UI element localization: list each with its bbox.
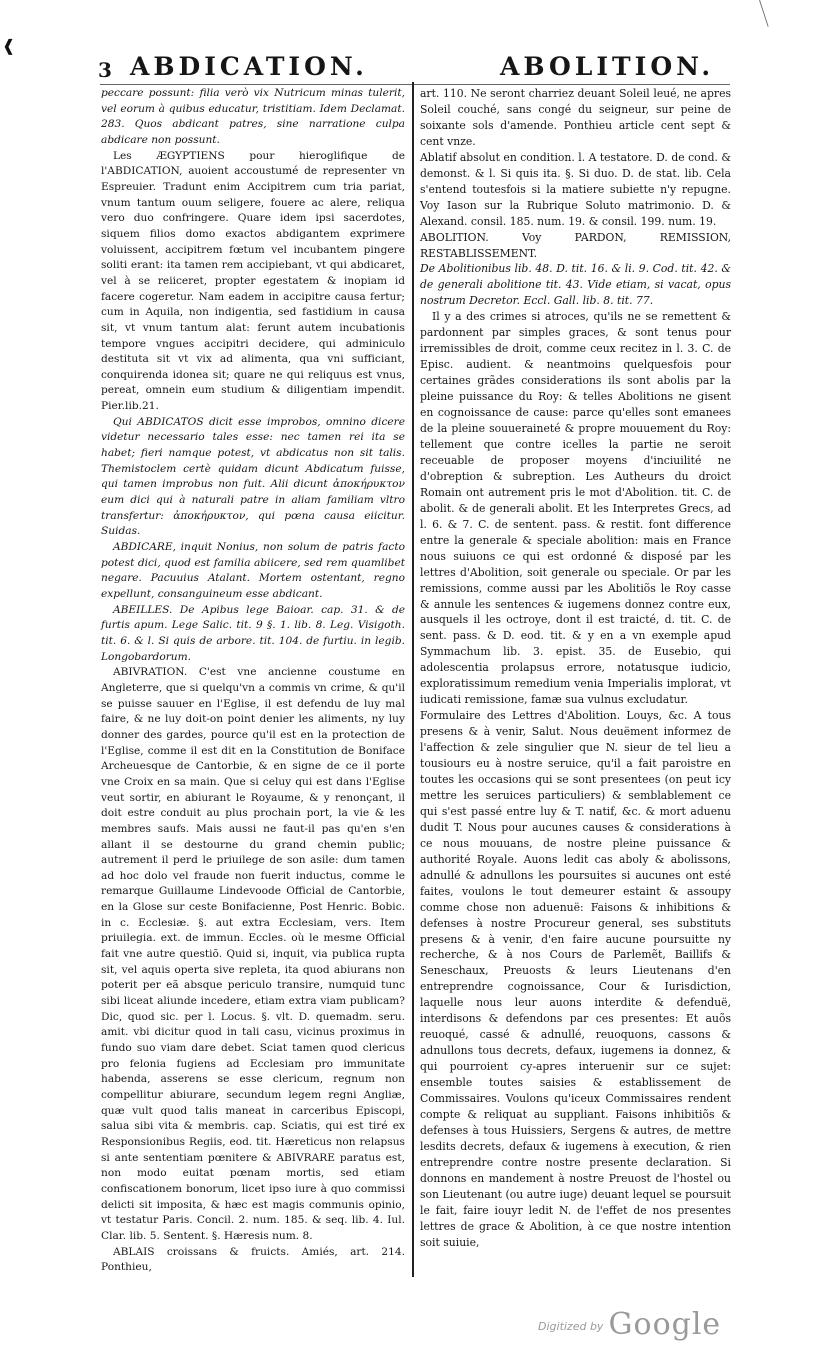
left-column [101, 86, 405, 1276]
paragraph: art. 110. Ne seront charriez deuant Soleil leué, ne apres Soleil couché, sans congé du seigneur, sur peine de soixante sols d'amende. Ponthieu article cent sept & cent vnze. [420, 87, 731, 148]
right-column [420, 86, 731, 1251]
digitized-watermark [538, 1307, 721, 1342]
margin-bracket-mark: ❰ [2, 36, 16, 55]
paragraph: ABLAIS croissans & fruicts. Amiés, art. 214. Ponthieu, [101, 1245, 405, 1274]
running-head-left: ABDICATION. [130, 52, 368, 81]
paragraph: ABOLITION. Voy PARDON, REMISSION, RESTABLISSEMENT. [420, 230, 731, 260]
paragraph: Formulaire des Lettres d'Abolition. Louys, &c. A tous presens & à venir, Salut. Nous deuëment informez de l'affection & zele singulier que N. sieur de tel lieu a tousiours eu à nostre seruice, qu'il a fait paroistre en toutes les occasions qui se sont presentees (on peut icy mettre les seruices particuliers) & semblablement ce qui s'est passé entre luy & T. natif, &c. & mort aduenu dudit T. Nous pour aucunes causes & considerations à ce nous mouuans, de nostre pleine puissance & authorité Royale. Auons ledit cas aboly & abolissons, adnullé & adnullons les poursuites si aucunes ont esté faites, voulons le tout demeurer estaint & assoupy comme chose non aduenuë: Faisons & inhibitions & defenses à nostre Procureur general, ses substituts presens & à venir, d'en faire aucune poursuitte ny recherche, & à nos Cours de Parlemẽt, Baillifs & Seneschaux, Preuosts & leurs Lieutenans d'en entreprendre cognoissance, Cour & Iurisdiction, laquelle nous leur auons interdite & defenduë, interdisons & defendons par ces presentes: Et auõs reuoqué, cassé & adnullé, reuoquons, cassons & adnullons tous decrets, defaux, iugemens ia donnez, & qui pourroient cy-apres interuenir sur ce sujet: ensemble toutes saisies & establissement de Commissaires. Voulons qu'iceux Commissaires rendent compte & reliquat au suppliant. Faisons inhibitiõs & defenses à tous Huissiers, Sergens & autres, de mettre lesdits decrets, defaux & iugemens à execution, & rien entreprendre contre nostre presente declaration. Si donnons en mandement à nostre Preuost de l'hostel ou son Lieutenant (ou autre iuge) deuant lequel se poursuit le fait, faire iouyr ledit N. de l'effet de nos presentes lettres de grace & Abolition, à ce que nostre intention soit suiuie, [420, 709, 731, 1249]
page-fold-line [759, 0, 769, 27]
google-logo: Google [608, 1307, 722, 1342]
paragraph: Qui ABDICATOS dicit esse improbos, omnino dicere videtur necessario tales esse: nec tamen rei ita se habet; fieri namque potest, vt abdicatus non sit talis. Themistoclem certè quidam dicunt Abdicatum fuisse, qui tamen improbus non fuit. Alii dicunt ἀποκήρυκτον eum dici qui à naturali patre in aliam familiam vltro transfertur: ἀποκήρυκτον, qui pœna causa eiicitur. Suidas. [101, 415, 405, 538]
header-rule [100, 84, 730, 85]
paragraph: Ablatif absolut en condition. l. A testatore. D. de cond. & demonst. & l. Si quis ita. §. Si duo. D. de stat. lib. Cela s'entend toutesfois si la matiere subiette n'y repugne. Voy Iason sur la Rubrique Soluto matrimonio. D. & Alexand. consil. 185. num. 19. & consil. 199. num. 19. [420, 150, 731, 228]
paragraph: Il y a des crimes si atroces, qu'ils ne se remettent & pardonnent par simples graces, & sont tenus pour irremissibles de droit, comme ceux recitez in l. 3. C. de Episc. audient. & neantmoins quelquesfois pour certaines grãdes considerations ils sont abolis par la pleine puissance du Roy: & telles Abolitions ne gisent en cognoissance de cause: parce qu'elles sont emanees de la pleine souueraineté & propre mouuement du Roy: tellement que contre icelles la partie ne seroit receuable de proposer moyens d'inciuilité ne d'obreption & subreption. Les Autheurs du droict Romain ont autrement pris le mot d'Abolition. tit. C. de abolit. & de generali abolit. Et les Interpretes Grecs, ad l. 6. & 7. C. de sentent. pass. & restit. font difference entre la generale & speciale abolition: mais en France nous suiuons ce qui est ordonné & disposé par les lettres d'Abolition, soit generale ou speciale. Or par les remissions, comme aussi par les Abolitiõs le Roy casse & annule les sentences & iugemens donnez contre eux, ausquels il les octroye, dont il est traicté, d. tit. C. de sent. pass. & D. eod. tit. & y en a vn exemple apud Symmachum lib. 3. epist. 35. de Eusebio, qui adolescentia prolapsus errore, notatusque iudicio, exploratissimum remedium venia Imperialis implorat, vt iudicati remissione, famæ sua vulnus excludatur. [420, 310, 731, 707]
page-number: 3 [98, 58, 112, 82]
paragraph: ABEILLES. De Apibus lege Baioar. cap. 31. & de furtis apum. Lege Salic. tit. 9 §. 1. lib. 8. Leg. Visigoth. tit. 6. & l. Si quis de arbore. tit. 104. de furtiu. in legib. Longobardorum. [101, 603, 405, 663]
paragraph: De Abolitionibus lib. 48. D. tit. 16. & li. 9. Cod. tit. 42. & de generali abolitione tit. 43. Vide etiam, si vacat, opus nostrum Decretor. Eccl. Gall. lib. 8. tit. 77. [420, 262, 731, 308]
paragraph: peccare possunt: filia verò vix Nutricum minas tulerit, vel eorum à quibus educatur, tristitiam. Idem Declamat. 283. Quos abdicant patres, sine narratione culpa abdicare non possunt. [101, 87, 405, 146]
column-divider [412, 82, 414, 1277]
paragraph: ABDICARE, inquit Nonius, non solum de patris facto potest dici, quod est familia abiicere, sed rem quamlibet negare. Pacuuius Atalant. Mortem ostentant, regno expellunt, consanguineum esse abdicant. [101, 541, 405, 600]
watermark-prefix: Digitized by [538, 1320, 604, 1333]
paragraph: Les ÆGYPTIENS pour hieroglifique de l'ABDICATION, auoient accoustumé de representer vn Espreuier. Tradunt enim Accipitrem cum tria pariat, vnum tantum ouum seligere, fouere ac alere, reliqua vero duo confringere. Quare idem ipsi sacerdotes, siquem filios domo exactos abdigantem exprimere voluissent, accipitrem fœtum vel incubantem pingere soliti erant: ita tamen rem accipiebant, vt qui abdicaret, vel à se reiiceret, propter egestatem & inopiam id facere cogeretur. Nam eadem in accipitre causa fertur; cum in Aquila, non indigentia, sed fastidium in causa sit, vt vnum tantum alat: ferunt autem incubationis tempore vngues accipitri decidere, qui adminiculo destituta sit vt vix ad alimenta, qua vni sufficiant, conquirenda idonea sit; quare ne qui reliquus est vnus, pereat, omnein eum studium & diligentiam impendit. Pier.lib.21. [101, 149, 405, 413]
running-head-right: ABOLITION. [500, 52, 715, 81]
paragraph: ABIVRATION. C'est vne ancienne coustume en Angleterre, que si quelqu'vn a commis vn crime, & qu'il se puisse sauuer en l'Eglise, il est defendu de luy mal faire, & ne luy doit-on point denier les aliments, ny luy donner des gardes, pource qu'il est en la protection de l'Eglise, comme il est dit en la Constitution de Boniface Archeuesque de Cantorbie, & en signe de ce il porte vne Croix en sa main. Que si celuy qui est dans l'Eglise veut sortir, en abiurant le Royaume, & y renonçant, il doit estre conduit au plus prochain port, la vie & les membres saufs. Mais aussi ne faut-il pas qu'en s'en allant il se destourne du grand chemin public; autrement il perd le priuilege de son asile: dum tamen ad hoc dolo vel fraude non fuerit inductus, comme le remarque Guillaume Lindevoode Official de Cantorbie, en la Glose sur ceste Bonifacienne, Post Henric. Bobic. in c. Ecclesiæ. §. aut extra Ecclesiam, vers. Item priuilegia. ext. de immun. Eccles. où le mesme Official fait vne autre questiõ. Quid si, inquit, via publica rupta sit, vel aquis operta sive repleta, ita quod abiurans non poterit per eã absque periculo transire, numquid tunc sibi liceat aliunde incedere, etiam extra viam publicam? Dic, quod sic. per l. Locus. §. vlt. D. quemadm. seru. amit. vbi dicitur quod in tali casu, vicinus proximus in fundo suo viam dare debet. Sciat tamen quod clericus pro felonia fugiens ad Ecclesiam pro immunitate habenda, asserens se esse clericum, regnum non compellitur abiurare, secundum legem regni Angliæ, quæ vult quod talis maneat in carceribus Episcopi, salua sibi vita & membris. cap. Sciatis, qui est tiré ex Responsionibus Regiis, eod. tit. Hæreticus non relapsus si ante sententiam pœnitere & ABIVRARE paratus est, non modo euitat pœnam mortis, sed etiam confiscationem bonorum, licet ipso iure à quo commissi delicti sit imposita, & hæc est magis communis opinio, vt testatur Paris. Concil. 2. num. 185. & seq. lib. 4. Iul. Clar. lib. 5. Sentent. §. Hæresis num. 8. [101, 666, 405, 1242]
